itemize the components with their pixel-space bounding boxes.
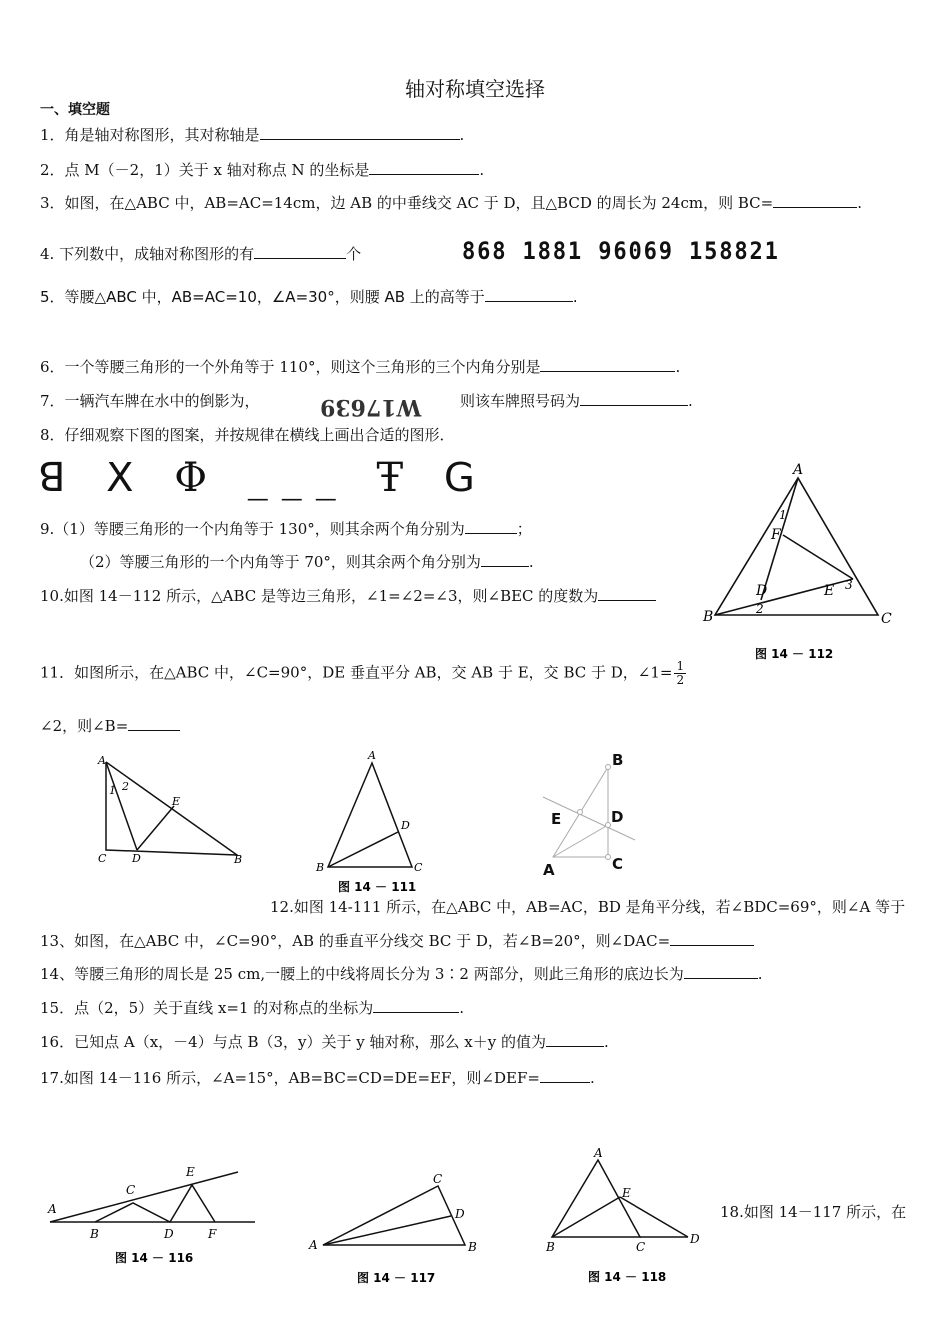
question-10 [40,586,656,606]
label-C: C [636,1240,646,1254]
question-17-text: 17.如图 14－116 所示，∠A=15°，AB=BC=CD=DE=EF，则∠DEF= [40,1069,540,1087]
answer-blank [598,586,656,601]
question-10-text: 10.如图 14－112 所示，△ABC 是等边三角形，∠1=∠2=∠3，则∠BEC 的度数为 [40,587,599,605]
question-16-text: 16．已知点 A（x，－4）与点 B（3，y）关于 y 轴对称，那么 x＋y 的值为 [40,1033,546,1051]
answer-blank [684,964,758,979]
question-5-text: 5．等腰△ABC 中，AB=AC=10，∠A=30°，则腰 AB 上的高等于 [40,288,485,306]
fraction [674,660,686,687]
question-17: 17.如图 14－116 所示，∠A=15°，AB=BC=CD=DE=EF，则∠DEF= . [40,1069,595,1087]
question-7 [40,391,260,411]
label-C: C [612,855,624,873]
question-1: 1．角是轴对称图形，其对称轴是 . [40,126,465,144]
figure-14-117 [305,1170,485,1285]
answer-blank [540,1068,590,1083]
answer-blank [485,287,573,302]
label-E: E [551,810,562,828]
figure-caption: 图 14 － 117 [357,1271,436,1285]
question-9-part2: （2）等腰三角形的一个内角等于 70°，则其余两个角分别为 . [80,553,534,571]
angle-1-label: 1 [779,508,787,522]
label-D: D [132,852,141,865]
answer-blank [465,519,517,534]
symbol-pattern: ꓭ ꓫ Φ ___ Ŧ ꓖ [38,455,489,501]
label-E: E [186,1165,195,1179]
angle-2-label: 2 [756,602,764,616]
label-B: B [703,609,714,625]
angle-3-label: 3 [845,578,853,592]
question-13-text: 13、如图，在△ABC 中，∠C=90°，AB 的垂直平分线交 BC 于 D，若∠B=20°，则∠DAC= [40,932,671,950]
fraction-numerator: 1 [676,659,685,673]
question-9b-text: （2）等腰三角形的一个内角等于 70°，则其余两个角分别为 [80,553,481,571]
label-C: C [433,1172,443,1186]
label-E: E [622,1186,631,1200]
label-C: C [414,861,423,874]
question-2: 2．点 M（－2，1）关于 x 轴对称点 N 的坐标是 . [40,161,485,179]
question-2-text: 2．点 M（－2，1）关于 x 轴对称点 N 的坐标是 [40,161,370,179]
question-11-cont [40,716,180,736]
answer-blank [373,998,459,1013]
label-D: D [401,819,410,832]
question-7-text: 7．一辆汽车牌在水中的倒影为， [40,392,260,410]
label-D: D [756,583,768,599]
question-11 [40,660,686,687]
answer-blank [540,357,675,372]
label-A: A [309,1238,318,1252]
label-A: A [793,462,804,478]
question-4-text: 4. 下列数中，成轴对称图形的有 [40,245,255,263]
question-7-suffix: 则该车牌照号码为 [460,392,581,410]
figure-14-116 [40,1160,265,1270]
label-D: D [164,1227,174,1241]
label-E: E [824,583,835,599]
section-heading: 一、填空题 [40,102,110,118]
label-A: A [543,861,555,879]
question-14-text: 14、等腰三角形的周长是 25 cm,一腰上的中线将周长分为 3∶2 两部分，则此三角形的底边长为 [40,965,684,983]
question-6-text: 6．一个等腰三角形的一个外角等于 110°，则这个三角形的三个内角分别是 [40,358,541,376]
question-11-text: 11．如图所示，在△ABC 中，∠C=90°，DE 垂直平分 AB，交 AB 于 E，交 BC 于 D，∠1= [40,663,673,682]
question-12: 12.如图 14-111 所示，在△ABC 中，AB=AC，BD 是角平分线，若∠BDC=69°，则∠A 等于 [270,898,906,916]
angle-2-label: 2 [122,780,129,793]
question-9a-text: 9.（1）等腰三角形的一个内角等于 130°，则其余两个角分别为 [40,520,465,538]
fraction-denominator: 2 [676,673,685,687]
label-B: B [546,1240,555,1254]
figure-14-111 [310,745,435,895]
figure-q13 [535,745,645,880]
label-A: A [48,1202,57,1216]
answer-blank [580,391,688,406]
number-set: 868 1881 96069 158821 [462,237,780,265]
question-1-text: 1．角是轴对称图形，其对称轴是 [40,126,260,144]
question-8 [40,425,455,445]
label-F: F [208,1227,217,1241]
question-14: 14、等腰三角形的周长是 25 cm,一腰上的中线将周长分为 3∶2 两部分，则此三角形的底边长为 . [40,965,763,983]
question-16: 16．已知点 A（x，－4）与点 B（3，y）关于 y 轴对称，那么 x＋y 的值为 . [40,1033,609,1051]
question-7-answer: 则该车牌照号码为 . [460,392,693,410]
answer-blank [481,552,529,567]
label-B: B [316,861,325,874]
figure-14-112 [695,455,910,670]
label-A: A [594,1146,603,1160]
figure-14-118 [540,1145,715,1285]
label-C: C [881,611,892,627]
figure-q11 [92,750,257,875]
label-E: E [172,795,181,808]
question-4 [40,244,361,264]
question-4-suffix: 个 [346,245,362,263]
page-title: 轴对称填空选择 [405,77,545,101]
answer-blank [128,716,180,731]
angle-1-label: 1 [109,784,116,797]
question-5: 5．等腰△ABC 中，AB=AC=10，∠A=30°，则腰 AB 上的高等于 . [40,288,578,306]
label-A: A [368,749,376,762]
question-18: 18.如图 14－117 所示，在 [720,1203,907,1221]
figure-caption: 图 14 － 118 [588,1270,667,1284]
question-11b-text: ∠2，则∠B= [40,717,129,735]
label-D: D [690,1232,700,1246]
answer-blank [773,193,857,208]
figure-caption: 图 14 － 112 [755,647,834,661]
label-C: C [126,1183,136,1197]
label-D: D [611,808,624,826]
answer-blank [546,1032,604,1047]
label-B: B [468,1240,477,1254]
answer-blank [260,125,460,140]
question-6: 6．一个等腰三角形的一个外角等于 110°，则这个三角形的三个内角分别是 . [40,358,681,376]
label-B: B [234,853,243,866]
answer-blank [254,244,346,259]
question-13 [40,931,754,951]
question-3-text: 3．如图，在△ABC 中，AB=AC=14cm，边 AB 的中垂线交 AC 于 D，且△BCD 的周长为 24cm，则 BC= [40,194,774,212]
label-F: F [771,527,781,543]
answer-blank [670,931,754,946]
question-8-text: 8．仔细观察下图的图案，并按规律在横线上画出合适的图形． [40,426,455,444]
question-15: 15．点（2，5）关于直线 x=1 的对称点的坐标为 . [40,999,465,1017]
question-3: 3．如图，在△ABC 中，AB=AC=14cm，边 AB 的中垂线交 AC 于 D，且△BCD 的周长为 24cm，则 BC= . [40,194,862,212]
answer-blank [369,160,479,175]
label-A: A [98,754,106,767]
label-C: C [98,852,107,865]
label-B: B [90,1227,99,1241]
question-9-part1: 9.（1）等腰三角形的一个内角等于 130°，则其余两个角分别为 ； [40,520,532,538]
label-B: B [612,751,624,769]
question-15-text: 15．点（2，5）关于直线 x=1 的对称点的坐标为 [40,999,374,1017]
mirrored-plate: W17639 [320,394,422,420]
figure-caption: 图 14 － 111 [338,880,417,894]
figure-caption: 图 14 － 116 [115,1251,194,1265]
label-D: D [455,1207,465,1221]
